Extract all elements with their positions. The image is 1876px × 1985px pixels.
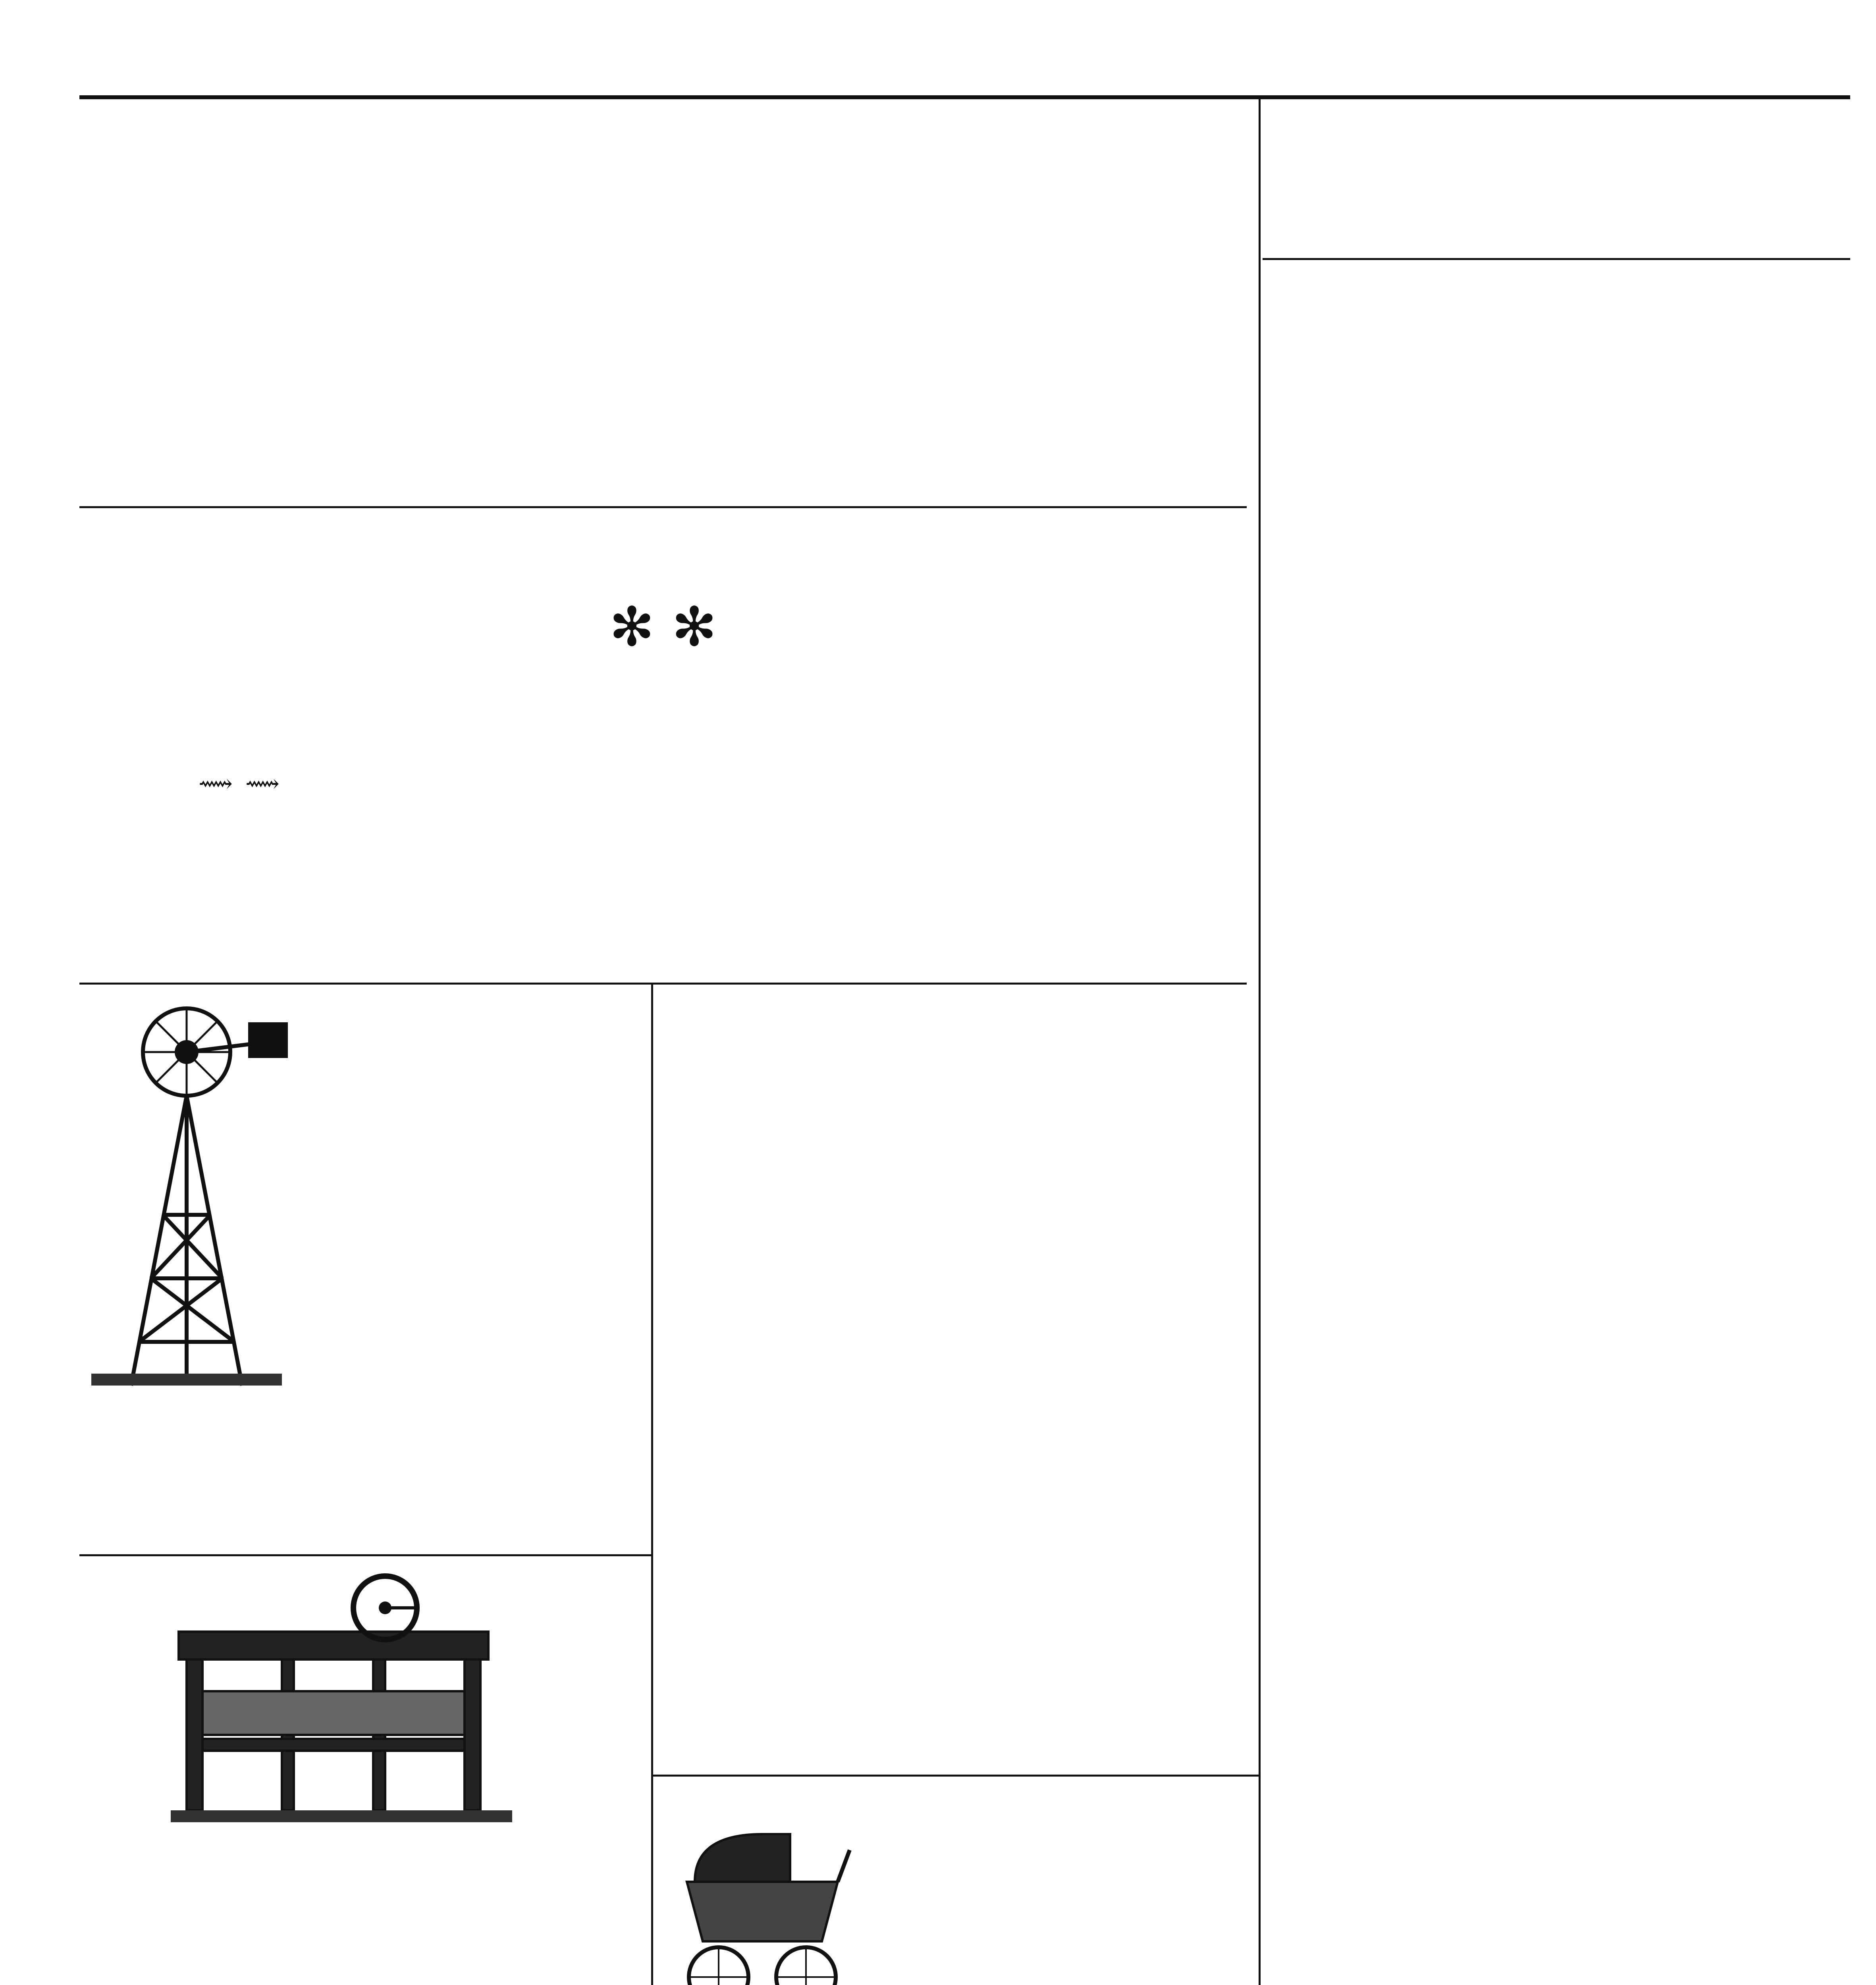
- pram-illustration: [671, 1822, 854, 1985]
- column-divider-middle: [651, 985, 653, 1985]
- ad-date: [199, 756, 280, 806]
- ornament-icon: ⟿: [199, 770, 233, 798]
- ad-koestritz: [667, 989, 1243, 1775]
- verkehr-header: [1273, 119, 1838, 238]
- star-icon: ✻: [609, 596, 655, 659]
- windmill-illustration: [83, 992, 290, 1390]
- header-rule: [79, 95, 1850, 99]
- column-divider-right: [1259, 99, 1261, 1985]
- ad-kinderwagen: [667, 1790, 1243, 1985]
- ornament-border-bottom: [79, 932, 1247, 957]
- section-rule: [1263, 258, 1850, 260]
- ad-bautzen: [79, 524, 1247, 957]
- ornament-border-left: [79, 549, 104, 932]
- mangle-machine-illustration: [163, 1572, 520, 1834]
- ad-title: [104, 597, 1222, 657]
- ad-chemnitz: [79, 1560, 647, 1985]
- ornament-border-top: [79, 524, 1247, 549]
- section-rule: [79, 983, 1247, 985]
- section-rule: [79, 1554, 651, 1556]
- star-icon: ✻: [671, 596, 717, 659]
- ornament-border-right: [1222, 549, 1247, 932]
- section-rule: [79, 506, 1247, 508]
- section-rule: [651, 1775, 1259, 1777]
- ad-oranienburg: [79, 119, 1247, 540]
- ornament-icon: ⟿: [245, 770, 280, 798]
- ad-herzog: [79, 989, 647, 1556]
